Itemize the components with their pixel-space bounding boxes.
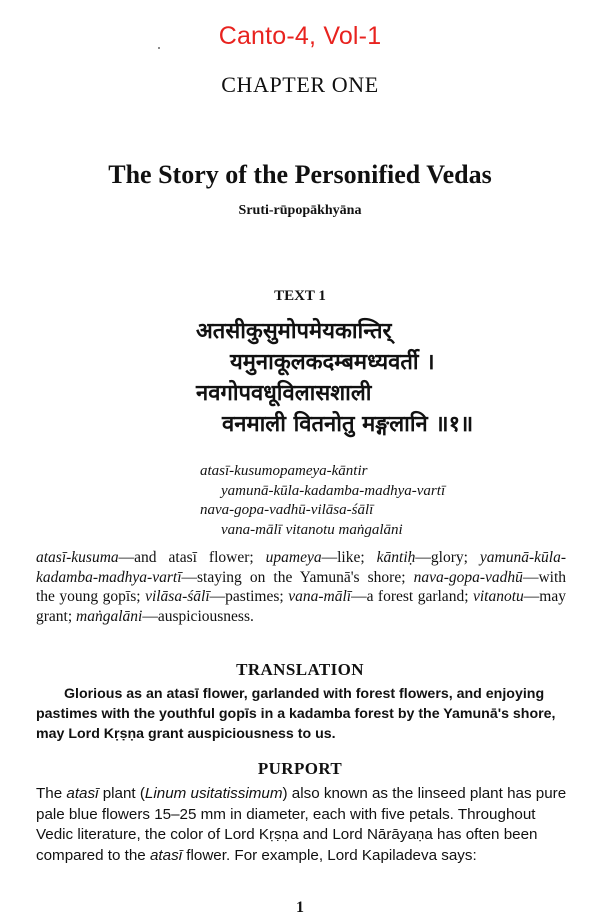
- text-number: TEXT 1: [274, 288, 326, 304]
- synonym-word: vilāsa-śālī: [145, 588, 210, 605]
- purport-span: The: [36, 785, 67, 802]
- synonym-word: atasī-kusuma: [36, 549, 119, 566]
- purport-line: [36, 784, 566, 805]
- print-speck: [158, 47, 160, 49]
- purport-heading: PURPORT: [257, 759, 343, 778]
- purport-span: ) also known as the linseed plant has pure: [282, 785, 567, 802]
- synonym-word: vitanotu: [472, 588, 524, 605]
- synonym-meaning: —with the young gopīs;: [36, 568, 566, 605]
- purport-italic: atasī: [149, 846, 183, 864]
- translation-line: pastimes with the youthful gopīs in a kadamba forest by the Yamunā's shore,: [36, 706, 556, 722]
- transliteration-line: yamunā-kūla-kadamba-madhya-vartī: [221, 482, 446, 499]
- transliteration-line: nava-gopa-vadhū-vilāsa-śālī: [200, 502, 374, 518]
- verse-transliteration: [0, 462, 600, 540]
- purport-italic: atasī: [66, 785, 99, 802]
- purport-span: plant (: [98, 785, 145, 802]
- synonym-word: yamunā-kūla-kadamba-madhya-vartī: [36, 549, 566, 586]
- synonym-word: nava-gopa-vadhū: [413, 568, 523, 586]
- synonym-meaning: —pastimes;: [209, 588, 289, 605]
- transliteration-line: atasī-kusumopameya-kāntir: [200, 463, 368, 479]
- devanagari-verse: [0, 316, 600, 440]
- volume-label: Canto-4, Vol-1: [218, 22, 382, 50]
- verse-line: वनमाली वितनोतु मङ्गलानि ॥१॥: [222, 412, 474, 437]
- synonym-meaning: —like;: [321, 549, 377, 566]
- purport-line: pale blue flowers 15–25 mm in diameter, each with five petals. Throughout: [36, 805, 536, 823]
- synonym-word: kāntiḥ: [376, 549, 416, 566]
- purport-line: [36, 846, 566, 867]
- verse-line: नवगोपवधूविलासशाली: [196, 381, 372, 406]
- verse-line: अतसीकुसुमोपमेयकान्तिर्: [196, 319, 392, 344]
- synonym-word: vana-mālī: [288, 588, 352, 605]
- translation-line: may Lord Kṛṣṇa grant auspiciousness to us.: [36, 726, 336, 742]
- word-synonyms: [36, 548, 566, 626]
- purport-span: flower. For example, Lord Kapiladeva says:: [182, 846, 477, 864]
- verse-line: यमुनाकूलकदम्बमध्यवर्ती ।: [230, 350, 435, 375]
- synonym-meaning: —may grant;: [36, 588, 566, 625]
- chapter-heading: CHAPTER ONE: [221, 72, 379, 97]
- purport-italic: Linum usitatissimum: [144, 785, 283, 802]
- story-title: The Story of the Personified Vedas: [108, 160, 492, 189]
- purport-text: [36, 784, 566, 866]
- synonym-word: maṅgalāni: [76, 607, 143, 625]
- sanskrit-subtitle: Sruti-rūpopākhyāna: [238, 203, 362, 218]
- translation-text: [36, 684, 566, 744]
- translation-heading: TRANSLATION: [236, 660, 364, 679]
- transliteration-line: vana-mālī vitanotu maṅgalāni: [221, 521, 403, 538]
- synonym-meaning: —auspiciousness.: [142, 607, 254, 625]
- synonym-meaning: —glory;: [415, 549, 480, 566]
- translation-line: Glorious as an atasī flower, garlanded with forest flowers, and enjoying: [64, 686, 545, 702]
- synonym-meaning: —a forest garland;: [351, 588, 473, 605]
- purport-span: compared to the: [36, 846, 150, 864]
- synonym-meaning: —staying on the Yamunā's shore;: [181, 568, 414, 586]
- page-number: 1: [296, 899, 304, 916]
- purport-line: Vedic literature, the color of Lord Kṛṣṇa and Lord Nārāyaṇa has often been: [36, 826, 538, 843]
- synonym-word: upameya: [265, 549, 322, 566]
- synonym-meaning: —and atasī flower;: [118, 549, 266, 566]
